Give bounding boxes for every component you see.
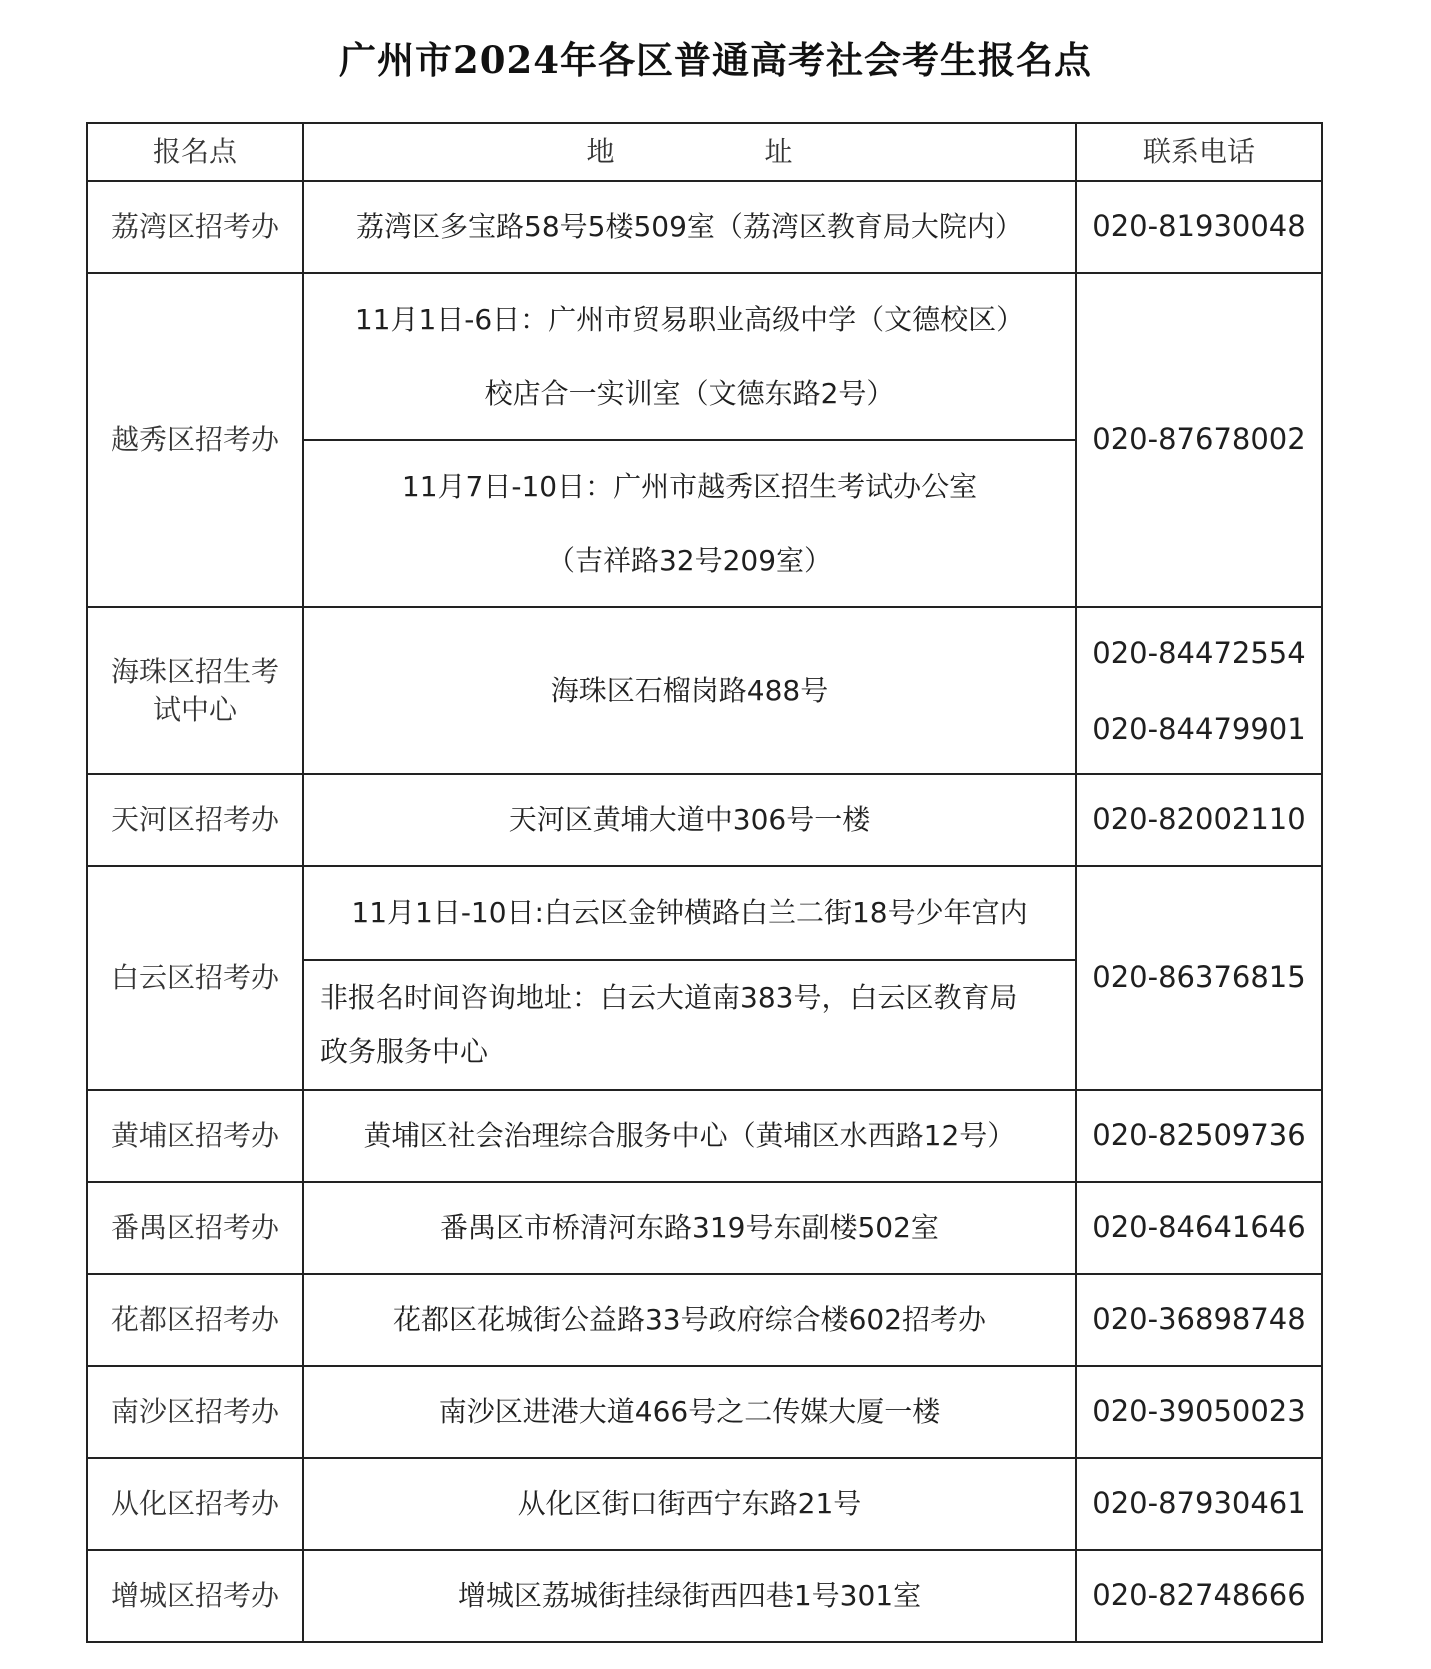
table-row — [87, 774, 1322, 866]
contact-phone: 020-82509736 — [1076, 1090, 1322, 1182]
contact-phone: 020-84472554 — [1092, 635, 1306, 670]
contact-phone: 020-81930048 — [1076, 181, 1322, 273]
registration-point-name: 南沙区招考办 — [87, 1366, 303, 1458]
contact-phone: 020-86376815 — [1076, 866, 1322, 1090]
contact-phone: 020-39050023 — [1076, 1366, 1322, 1458]
registration-point-name: 从化区招考办 — [87, 1458, 303, 1550]
table-row — [87, 1182, 1322, 1274]
address-subtable — [304, 867, 1075, 1089]
contact-phones — [1076, 607, 1322, 774]
registration-point-name: 白云区招考办 — [87, 866, 303, 1090]
page-title: 广州市2024年各区普通高考社会考生报名点 — [339, 38, 1092, 82]
table-row — [87, 1366, 1322, 1458]
header-address-char1: 地 — [586, 135, 615, 169]
table-row — [87, 1550, 1322, 1642]
registration-address: 增城区荔城街挂绿街西四巷1号301室 — [303, 1550, 1076, 1642]
header-address-char2: 址 — [764, 135, 793, 169]
header-phone: 联系电话 — [1076, 123, 1322, 181]
registration-address: 从化区街口街西宁东路21号 — [303, 1458, 1076, 1550]
table-row — [87, 866, 1322, 1090]
address-line: 政务服务中心 — [320, 1035, 489, 1068]
address-subtable — [304, 274, 1075, 606]
registration-address: 荔湾区多宝路58号5楼509室（荔湾区教育局大院内） — [303, 181, 1076, 273]
contact-phone: 020-87930461 — [1076, 1458, 1322, 1550]
table-row — [87, 1090, 1322, 1182]
registration-address: 南沙区进港大道466号之二传媒大厦一楼 — [303, 1366, 1076, 1458]
address-period-2 — [304, 960, 1075, 1089]
table-row — [87, 273, 1322, 607]
registration-point-name: 增城区招考办 — [87, 1550, 303, 1642]
registration-address: 海珠区石榴岗路488号 — [303, 607, 1076, 774]
header-address — [303, 123, 1076, 181]
table-row — [87, 181, 1322, 273]
address-line: 11月1日-6日：广州市贸易职业高级中学（文德校区） — [354, 302, 1025, 336]
address-period-1 — [304, 274, 1075, 440]
registration-point-name: 荔湾区招考办 — [87, 181, 303, 273]
registration-point-name: 花都区招考办 — [87, 1274, 303, 1366]
registration-address-group — [303, 273, 1076, 607]
table-row — [87, 1274, 1322, 1366]
table-header-row — [87, 123, 1322, 181]
contact-phone: 020-87678002 — [1076, 273, 1322, 607]
address-period-2 — [304, 440, 1075, 606]
registration-point-name — [87, 607, 303, 774]
name-line: 海珠区招生考 — [110, 654, 279, 688]
registration-point-name: 番禺区招考办 — [87, 1182, 303, 1274]
contact-phone: 020-82748666 — [1076, 1550, 1322, 1642]
table-row — [87, 607, 1322, 774]
name-line: 试中心 — [152, 692, 237, 726]
address-line: 校店合一实训室（文德东路2号） — [484, 376, 895, 410]
contact-phone: 020-82002110 — [1076, 774, 1322, 866]
registration-address: 天河区黄埔大道中306号一楼 — [303, 774, 1076, 866]
registration-point-name: 天河区招考办 — [87, 774, 303, 866]
table-row — [87, 1458, 1322, 1550]
registration-address-group — [303, 866, 1076, 1090]
contact-phone: 020-36898748 — [1076, 1274, 1322, 1366]
registration-point-name: 黄埔区招考办 — [87, 1090, 303, 1182]
contact-phone: 020-84479901 — [1092, 711, 1306, 746]
registration-table — [86, 122, 1323, 1643]
address-line: 11月7日-10日：广州市越秀区招生考试办公室 — [401, 469, 978, 503]
header-registration-point: 报名点 — [87, 123, 303, 181]
registration-address: 番禺区市桥清河东路319号东副楼502室 — [303, 1182, 1076, 1274]
address-period-1: 11月1日-10日:白云区金钟横路白兰二街18号少年宫内 — [351, 896, 1028, 930]
registration-address: 黄埔区社会治理综合服务中心（黄埔区水西路12号） — [303, 1090, 1076, 1182]
address-line: 非报名时间咨询地址：白云大道南383号，白云区教育局 — [320, 981, 1018, 1014]
registration-point-name: 越秀区招考办 — [87, 273, 303, 607]
address-line: （吉祥路32号209室） — [546, 543, 833, 577]
registration-address: 花都区花城街公益路33号政府综合楼602招考办 — [303, 1274, 1076, 1366]
contact-phone: 020-84641646 — [1076, 1182, 1322, 1274]
